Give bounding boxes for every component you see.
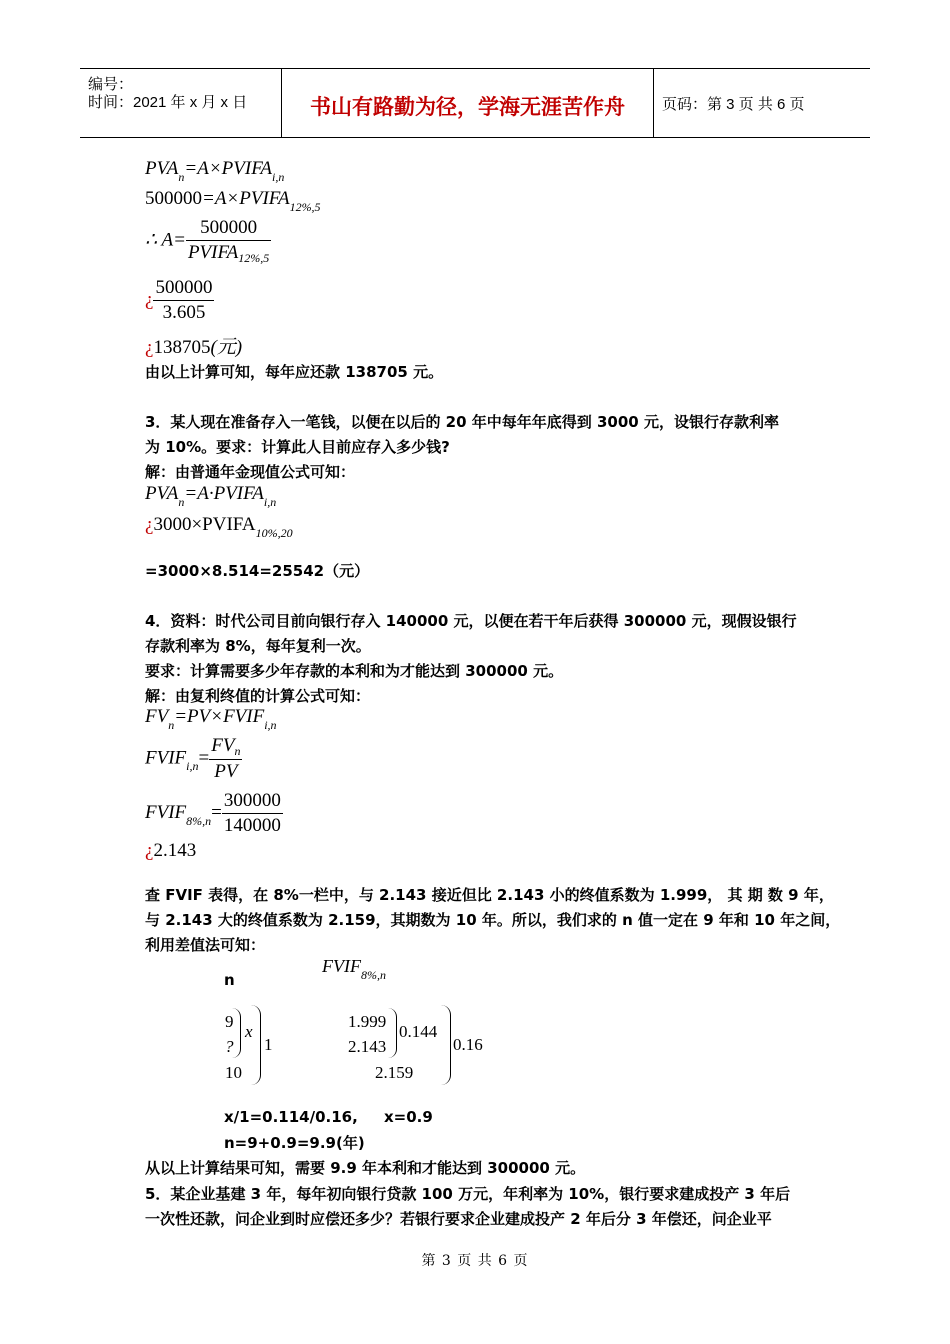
table-fvif-1999: 1.999	[348, 1012, 387, 1031]
eq1-line5: ¿138705(元)	[145, 337, 243, 358]
q4-requirement: 要求：计算需要多少年存款的本利和为才能达到 300000 元。	[145, 662, 564, 680]
table-n-unknown: ?	[225, 1037, 234, 1056]
q4-eq2: $FVIF_{i,n}=$ $\frac{FV_n}{PV}$	[145, 735, 241, 782]
brace-016	[440, 1005, 451, 1085]
q4-eq3: $FVIF_{8\%,n}=$ $\frac{300000}{140000}$	[145, 790, 281, 836]
calc-2: x=0.9	[384, 1108, 433, 1126]
table-x: x	[245, 1022, 253, 1041]
q4-para1: 查 FVIF 表得，在 8%一栏中，与 2.143 接近但比 2.143 小的终值系数为 1.999， 其 期 数 9 年，	[145, 886, 834, 904]
brace-1	[250, 1005, 261, 1085]
header-serial: 编号：	[88, 76, 134, 93]
table-diff-016: 0.16	[453, 1035, 483, 1054]
eq1-line4: ¿ $\frac{500000}{3.605}$	[145, 277, 213, 323]
header-right-cell	[654, 69, 870, 137]
q4-eq4: ¿2.143	[145, 840, 197, 861]
page-header	[80, 68, 870, 138]
brace-0144	[388, 1008, 397, 1058]
table-n-9: 9	[225, 1012, 234, 1031]
header-page-code: 页码：第 3 页 共 6 页	[662, 96, 805, 113]
q3-line1: 3．某人现在准备存入一笔钱，以便在以后的 20 年中每年年底得到 3000 元，设银行存款利率	[145, 413, 779, 431]
table-one: 1	[264, 1035, 273, 1054]
q4-line1: 4．资料：时代公司目前向银行存入 140000 元，以便在若干年后获得 300000 元，现假设银行	[145, 612, 797, 630]
calc-3: n=9+0.9=9.9(年)	[224, 1134, 365, 1152]
q4-line2: 存款利率为 8%，每年复利一次。	[145, 637, 371, 655]
q4-eq1: $FV_n=PV\times FVIF_{i,n}$	[145, 706, 277, 732]
calc-1: x/1=0.114/0.16,	[224, 1108, 358, 1126]
q5-line1: 5．某企业基建 3 年，每年初向银行贷款 100 万元，年利率为 10%，银行要求建成投产 3 年后	[145, 1185, 791, 1203]
eq1-line2: $500000=A\times PVIFA_{12\%,5}$	[145, 188, 321, 214]
header-left-cell	[80, 69, 282, 137]
q4-solve: 解：由复利终值的计算公式可知：	[145, 687, 371, 705]
q4-para2: 与 2.143 大的终值系数为 2.159，其期数为 10 年。所以，我们求的 n 值一定在 9 年和 10 年之间，	[145, 911, 841, 929]
q4-para3: 利用差值法可知：	[145, 936, 266, 954]
conclusion-1: 由以上计算可知，每年应还款 138705 元。	[145, 363, 444, 381]
table-header-fvif: $FVIF_{8\%,n}$	[322, 956, 386, 982]
q4-conclusion: 从以上计算结果可知，需要 9.9 年本利和才能达到 300000 元。	[145, 1159, 586, 1177]
q3-result: =3000×8.514=25542（元）	[145, 562, 370, 580]
eq1-line3: ∴ A= $\frac{500000}{PVIFA_{12\%,5}}$	[145, 217, 270, 265]
table-n-10: 10	[225, 1063, 242, 1082]
header-middle-cell	[282, 69, 654, 137]
brace-x	[232, 1008, 241, 1058]
header-motto: 书山有路勤为径，学海无涯苦作舟	[310, 95, 625, 119]
table-header-n: n	[224, 971, 235, 989]
q3-solve: 解：由普通年金现值公式可知：	[145, 463, 356, 481]
table-diff-0144: 0.144	[399, 1022, 438, 1041]
q3-eq1: $PVA_n=A\cdot PVIFA_{i,n}$	[145, 483, 277, 509]
q3-eq2: ¿$3000\times PVIFA_{10\%,20}$	[145, 514, 293, 540]
header-time: 时间：2021 年 x 月 x 日	[88, 94, 248, 111]
page-footer: 第 3 页 共 6 页	[421, 1253, 529, 1269]
eq1-line1: $PVA_n=A\times PVIFA_{i,n}$	[145, 158, 285, 184]
q3-line2: 为 10%。要求：计算此人目前应存入多少钱?	[145, 438, 450, 456]
table-fvif-2159: 2.159	[375, 1063, 414, 1082]
q5-line2: 一次性还款，问企业到时应偿还多少？若银行要求企业建成投产 2 年后分 3 年偿还，问企业平	[145, 1210, 772, 1228]
table-fvif-2143: 2.143	[348, 1037, 387, 1056]
